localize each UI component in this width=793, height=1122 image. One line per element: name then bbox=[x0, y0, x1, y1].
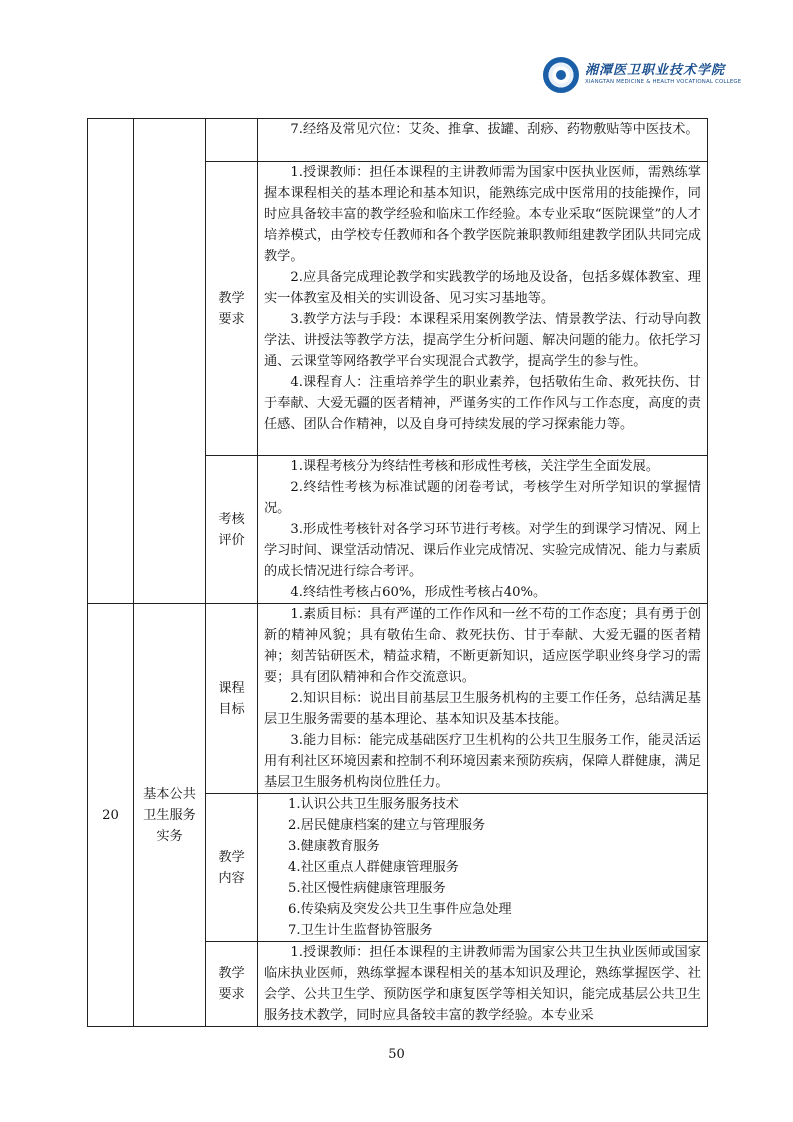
list-item: 3.健康教育服务 bbox=[288, 839, 380, 854]
list-item: 7.卫生计生监督协管服务 bbox=[288, 923, 433, 938]
list-item: 5.社区慢性病健康管理服务 bbox=[288, 881, 446, 896]
label-cell: 考核评价 bbox=[206, 456, 258, 604]
list-item: 6.传染病及突发公共卫生事件应急处理 bbox=[288, 902, 512, 917]
label-cell bbox=[206, 119, 258, 162]
table-row bbox=[88, 119, 708, 162]
content-cell bbox=[258, 604, 708, 794]
content-paragraph: 4.课程育人：注重培养学生的职业素养，包括敬佑生命、救死扶伤、甘于奉献、大爱无疆的医者精神，严谨务实的工作作风与工作态度，高度的责任感、团队合作精神，以及自身可持续发展的学习探索能力等。 bbox=[264, 375, 701, 432]
content-paragraph: 2.应具备完成理论教学和实践教学的场地及设备，包括多媒体教室、理实一体教室及相关的实训设备、见习实习基地等。 bbox=[264, 270, 701, 306]
curriculum-table bbox=[87, 118, 708, 1027]
row-number: 20 bbox=[88, 604, 134, 1027]
content-cell bbox=[258, 162, 708, 456]
content-paragraph: 2.终结性考核为标准试题的闭卷考试，考核学生对所学知识的掌握情况。 bbox=[264, 480, 701, 516]
list-item: 4.社区重点人群健康管理服务 bbox=[288, 860, 459, 875]
content-cell bbox=[258, 456, 708, 604]
logo-chinese-name: 湘潭医卫职业技术学院 bbox=[585, 63, 726, 78]
content-paragraph: 3.教学方法与手段：本课程采用案例教学法、情景教学法、行动导向教学法、讲授法等教学方法，提高学生分析问题、解决问题的能力。依托学习通、云课堂等网络教学平台实现混合式教学，提高学生的参与性。 bbox=[264, 312, 701, 369]
content-paragraph: 7.经络及常见穴位：艾灸、推拿、拔罐、刮痧、药物敷贴等中医技术。 bbox=[290, 122, 699, 137]
content-paragraph: 3.能力目标：能完成基础医疗卫生机构的公共卫生服务工作，能灵活运用有利社区环境因素和控制不利环境因素来预防疾病，保障人群健康，满足基层卫生服务机构岗位胜任力。 bbox=[264, 733, 701, 790]
content-cell bbox=[258, 942, 708, 1027]
content-paragraph: 4.终结性考核占60%，形成性考核占40%。 bbox=[290, 585, 547, 600]
page-number: 50 bbox=[388, 1047, 405, 1062]
list-item: 1.认识公共卫生服务服务技术 bbox=[288, 797, 459, 812]
college-emblem-icon bbox=[543, 57, 579, 93]
content-paragraph: 1.课程考核分为终结性考核和形成性考核，关注学生全面发展。 bbox=[290, 459, 660, 474]
label-cell: 课程目标 bbox=[206, 604, 258, 794]
content-paragraph: 1.素质目标：具有严谨的工作作风和一丝不苟的工作态度；具有勇于创新的精神风貌；具有敬佑生命、救死扶伤、甘于奉献、大爱无疆的医者精神；刻苦钻研医术，精益求精，不断更新知识，适应医学职业终身学习的需要；具有团队精神和合作交流意识。 bbox=[264, 607, 701, 685]
content-cell bbox=[258, 119, 708, 162]
list-item: 2.居民健康档案的建立与管理服务 bbox=[288, 818, 486, 833]
college-logo bbox=[543, 57, 742, 95]
course-name: 基本公共卫生服务实务 bbox=[134, 604, 206, 1027]
content-paragraph: 3.形成性考核针对各学习环节进行考核。对学生的到课学习情况、网上学习时间、课堂活动情况、课后作业完成情况、实验完成情况、能力与素质的成长情况进行综合考评。 bbox=[264, 522, 701, 579]
content-cell bbox=[258, 794, 708, 942]
content-paragraph: 1.授课教师：担任本课程的主讲教师需为国家公共卫生执业医师或国家临床执业医师，熟练掌握本课程相关的基本知识及理论，熟练掌握医学、社会学、公共卫生学、预防医学和康复医学等相关知识，能完成基层公共卫生服务技术教学，同时应具备较丰富的教学经验。本专业采 bbox=[264, 945, 701, 1023]
no-cell bbox=[88, 119, 134, 604]
label-cell: 教学要求 bbox=[206, 942, 258, 1027]
logo-english-name: XIANGTAN MEDICINE & HEALTH VOCATIONAL COLLEGE bbox=[585, 79, 742, 85]
label-cell: 教学内容 bbox=[206, 794, 258, 942]
content-paragraph: 1.授课教师：担任本课程的主讲教师需为国家中医执业医师，需熟练掌握本课程相关的基本理论和基本知识，能熟练完成中医常用的技能操作，同时应具备较丰富的教学经验和临床工作经验。本专业采取“医院课堂”的人才培养模式，由学校专任教师和各个教学医院兼职教师组建教学团队共同完成教学。 bbox=[264, 165, 701, 264]
table-row bbox=[88, 604, 708, 794]
course-cell bbox=[134, 119, 206, 604]
content-paragraph: 2.知识目标：说出目前基层卫生服务机构的主要工作任务，总结满足基层卫生服务需要的基本理论、基本知识及基本技能。 bbox=[264, 691, 701, 727]
label-cell: 教学要求 bbox=[206, 162, 258, 456]
